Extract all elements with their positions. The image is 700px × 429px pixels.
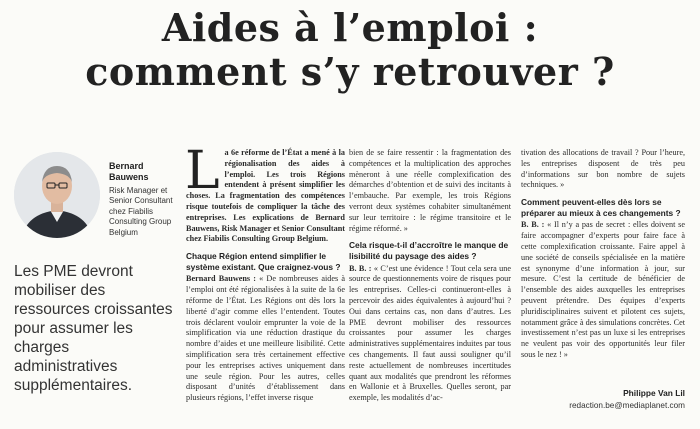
answer-2-continued: tivation des allocations de travail ? Pour l’heure, les entreprises disposent de très peu d’informations sur bon nombre de sujets techniques. » [521,148,685,190]
title-line-2: comment s’y retrouver ? [85,49,615,94]
interviewee-name [109,161,179,183]
answer-2-speaker: B. B. : [349,263,372,273]
answer-3 [521,220,685,360]
answer-1-speaker: Bernard Bauwens : [186,274,256,284]
answer-3-text: « Il n’y a pas de secret : elles doivent se faire accompagner d’experts pour faire face à cette complexification croissante. Faire appel à une société de conseils spécialisée en la matière est synonyme d’une information à jour, sur mesure. C’est la certitude de bénéficier de l’ensemble des aides auxquelles les entreprises peuvent prétendre. Des équipes d’experts pluridisciplinaires suivent et pilotent ces sujets, notamment grâce à des simulations concrètes. Cet investissement n’est pas un luxe si les entreprises ne veulent pas voir des opportunités leur filer sous le nez ! » [521,220,685,359]
question-2: Cela risque-t-il d’accroître le manque de lisibilité du paysage des aides ? [349,240,509,261]
role-line: Consulting Group [109,217,172,227]
article-column-2 [349,148,511,404]
answer-1 [186,274,345,404]
drop-cap: L [185,141,220,201]
title-line-1: Aides à l’emploi : [161,5,539,50]
article-column-1 [185,141,345,404]
intro-paragraph [185,141,345,245]
role-line: chez Fiabilis [109,206,154,216]
question-1: Chaque Région entend simplifier le système existant. Que craignez-vous ? [186,251,341,272]
intro-text: a 6e réforme de l’État a mené à la régionalisation des aides à l’emploi. Les trois Régions entendent à présent simplifier les choses. La fragmentation des compétences risque toutefois de compliquer la tâche des entreprises. Les explications de Bernard Bauwens, Risk Manager et Senior Consultant chez Fiabilis Consulting Group Belgium. [186,148,345,244]
answer-3-speaker: B. B. : [521,220,545,230]
answer-2 [349,264,511,404]
question-3: Comment peuvent-elles dès lors se préparer au mieux à ces changements ? [521,197,681,218]
role-line: Senior Consultant [109,196,173,206]
answer-1-continued: bien de se faire ressentir : la fragmentation des compétences et la multiplication des approches mèneront à une réelle complexification des démarches d’obtention et de suivi des incitants à l’embauche. Par exemple, les trois Régions verront deux systèmes cohabiter simultanément sur leur territoire : le régime transitoire et le régime réformé. » [349,148,511,233]
answer-2-text: « C’est une évidence ! Tout cela sera une source de questionnements voire de risques pour les entreprises. Celles-ci continueront-elles à percevoir des aides équivalentes à aujourd’hui ? Oui dans certains cas, non dans d’autres. Les PME devront mobiliser des ressources croissantes pour assumer les charges administratives supplémentaires induites par tous ces changements. Il faut aussi souligner qu’il reste actuellement de nombreuses incertitudes quant aux modalités que prendront les réformes en Wallonie et à Bruxelles. Quelles seront, par exemple, les modalités d’ac- [349,263,511,403]
interviewee-photo [14,152,100,238]
pull-quote: Les PME devront mobiliser des ressources croissantes pour assumer les charges administratives supplémentaires. [14,263,173,394]
interviewee-first-name: Bernard [109,161,144,171]
author-byline: Philippe Van Lil [623,388,685,398]
article-title [0,6,700,94]
answer-1-text: « De nombreuses aides à l’emploi ont été régionalisées à la suite de la 6e réforme de l’État. Les Régions ont dès lors la liberté d’agir comme elles l’entendent. Toutes trois déclarent vouloir emprunter la voie de la simplification via une réduction drastique du nombre d’aides et une meilleure lisibilité. Cette simplification sera très certainement effective pour les entreprises actives uniquement dans une seule région. Pour les autres, celles disposant d’unités d’établissement dans plusieurs régions, l’effet inverse risque [186,274,345,403]
portrait-illustration [14,152,100,238]
article-column-3 [521,148,685,361]
role-line: Risk Manager et [109,186,168,195]
contact-email: redaction.be@mediaplanet.com [569,401,685,410]
interviewee-last-name: Bauwens [109,172,149,182]
interviewee-role [109,186,184,238]
role-line: Belgium [109,227,138,237]
